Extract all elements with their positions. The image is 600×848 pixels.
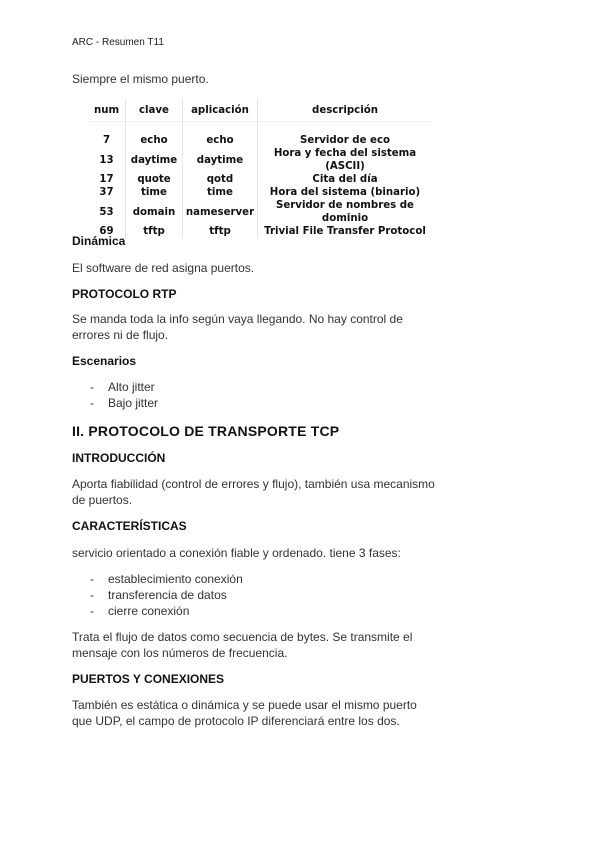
table-cell: tftp (183, 225, 258, 238)
introduccion-paragraph: Aporta fiabilidad (control de errores y flujo), también usa mecanismo de puertos. (72, 477, 435, 507)
table-cell: Cita del día (258, 173, 433, 186)
page-header: ARC - Resumen T11 (72, 37, 164, 48)
table-cell: qotd (183, 173, 258, 186)
table-cell: time (126, 186, 183, 199)
list-item: - cierre conexión (90, 603, 243, 619)
table-cell: Servidor de nombres de dominio (258, 199, 433, 225)
table-cell: daytime (126, 147, 183, 173)
list-item: - Alto jitter (90, 379, 158, 395)
table-cell: 17 (99, 174, 114, 185)
table-cell: 69 (99, 226, 114, 237)
table-cell: Hora del sistema (binario) (258, 186, 433, 199)
heading-escenarios: Escenarios (72, 354, 137, 368)
table-cell: 7 (102, 135, 111, 146)
list-item: - transferencia de datos (90, 587, 243, 603)
table-cell: quote (126, 173, 183, 186)
table-row (88, 225, 432, 238)
table-header-num: num (88, 99, 126, 122)
table-header-clave: clave (126, 99, 183, 122)
table-cell: tftp (126, 225, 183, 238)
ports-table (88, 99, 432, 238)
caracteristicas-paragraph: servicio orientado a conexión fiable y ordenado. tiene 3 fases: (72, 546, 401, 560)
table-cell: Trivial File Transfer Protocol (258, 225, 433, 238)
section-heading-tcp: II. PROTOCOLO DE TRANSPORTE TCP (72, 423, 340, 439)
table-row (88, 199, 432, 225)
heading-introduccion: INTRODUCCIÓN (72, 451, 166, 465)
list-item: - establecimiento conexión (90, 571, 243, 587)
table-cell: 53 (99, 206, 114, 218)
table-cell: 37 (99, 187, 114, 198)
heading-puertos: PUERTOS Y CONEXIONES (72, 672, 225, 686)
table-cell: echo (126, 134, 183, 147)
table-header-descripcion: descripción (258, 99, 433, 122)
table-cell: Hora y fecha del sistema (ASCII) (258, 147, 433, 173)
table-cell: nameserver (183, 199, 258, 225)
puertos-paragraph: También es estática o dinámica y se puede usar el mismo puerto que UDP, el campo de protocolo IP diferenciará entre los dos. (72, 698, 417, 728)
table-header-row (88, 99, 432, 122)
table-header-aplicacion: aplicación (183, 99, 258, 122)
table-cell: 13 (99, 154, 114, 166)
escenarios-list (90, 379, 158, 411)
rtp-paragraph: Se manda toda la info según vaya llegando. No hay control de errores ni de flujo. (72, 312, 403, 342)
table-cell: Servidor de eco (258, 134, 433, 147)
heading-dinamica: Dinámica (72, 234, 126, 248)
table-cell: echo (183, 134, 258, 147)
heading-rtp: PROTOCOLO RTP (72, 287, 177, 301)
table-row (88, 186, 432, 199)
table-cell: domain (126, 199, 183, 225)
heading-caracteristicas: CARACTERÍSTICAS (72, 519, 187, 533)
table-row (88, 147, 432, 173)
caracteristicas-paragraph-2: Trata el flujo de datos como secuencia de bytes. Se transmite el mensaje con los números de frecuencia. (72, 630, 413, 660)
table-cell: daytime (183, 147, 258, 173)
table-row (88, 134, 432, 147)
dinamica-paragraph: El software de red asigna puertos. (72, 261, 255, 275)
table-row (88, 173, 432, 186)
list-item: - Bajo jitter (90, 395, 158, 411)
table-cell: time (183, 186, 258, 199)
fases-list (90, 571, 243, 619)
intro-paragraph: Siempre el mismo puerto. (72, 72, 209, 86)
